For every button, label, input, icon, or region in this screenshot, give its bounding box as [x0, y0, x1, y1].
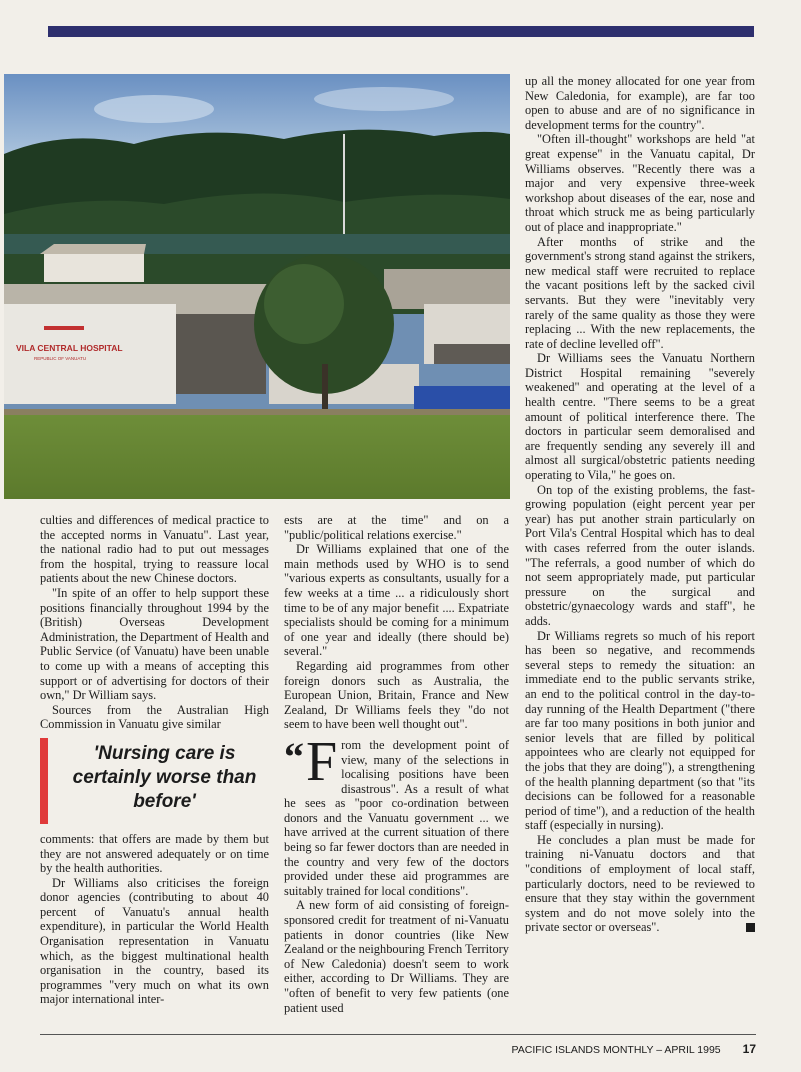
- pull-quote-text: 'Nursing care is certainly worse than before': [72, 742, 257, 812]
- dropcap-paragraph-text: rom the development point of view, many of the selections in localising positions have been disastrous". As a result of what he sees as "poor co-ordination between donors and the Vanuatu government ... we have arrived at the current situation of there being so far fewer doctors than are needed in the country and very few of the doctors provided under these aid programmes are suitably trained for local conditions".: [284, 737, 509, 898]
- article-column-1: [40, 513, 269, 1028]
- paragraph: After months of strike and the government's strong stand against the strikers, new medical staff were recruited to replace the vacant positions left by the sacked civil servants. But they were "inevitably very rarely of the same quality as those they were replacing ... With the new replacements, the rate of decline levelled off".: [525, 234, 755, 351]
- paragraph: ests are at the time" and on a "public/political relations exercise.": [284, 513, 509, 542]
- article-column-2: [284, 513, 509, 1028]
- hospital-sign-text: VILA CENTRAL HOSPITAL: [16, 343, 123, 353]
- paragraph: "Often ill-thought" workshops are held "at great expense" in the Vanuatu capital, Dr Williams observes. "Recently there was a major and very expensive three-week workshop about diseases of the ear, nose and throat which struck me as being particularly out of place and inappropriate.": [525, 132, 755, 234]
- dropcap-paragraph: [284, 730, 509, 899]
- article-column-3: [525, 74, 755, 1024]
- paragraph: culties and differences of medical practice to the accepted norms in Vanuatu". Last year, the national radio had to put out messages from the hospital, trying to reassure local patients about the new Chinese doctors.: [40, 513, 269, 586]
- paragraph: Dr Williams also criticises the foreign donor agencies (contributing to about 40 percent of Vanuatu's annual health expenditure), in particular the World Health Organisation representation in Vanuatu which, as the biggest multinational health organisation in the country, based its programmes "very much on what its own major international inter-: [40, 875, 269, 1007]
- paragraph: On top of the existing problems, the fast-growing population (eight percent year per year) has put another strain particularly on Port Vila's Central Hospital which has to deal with cases referred from the outer islands. "The referrals, a good number of which do not seem appropriately made, put particular pressure on the surgical and obstetric/gynaecology wards and staff", he adds.: [525, 482, 755, 628]
- paragraph: Sources from the Australian High Commission in Vanuatu give similar: [40, 702, 269, 732]
- paragraph: [525, 833, 755, 935]
- end-of-article-icon: [746, 923, 755, 932]
- paragraph: Dr Williams sees the Vanuatu Northern District Hospital remaining "severely weakened" and operating at the level of a health centre. "There seems to be a great amount of political interference there. The doctors in particular seem demoralised and are frequently sending any severely ill and almost all surgical/obstetric patients needing operating to Vila," he goes on.: [525, 351, 755, 483]
- paragraph: comments: that offers are made by them but they are not answered adequately or on time by the health authorities.: [40, 831, 269, 876]
- open-quote-mark: “: [284, 733, 304, 779]
- paragraph-text: He concludes a plan must be made for training ni-Vanuatu doctors and that "conditions of employment of local staff, particularly doctors, need to be reviewed to ensure that they stay within the government system and do not move solely into the private sector or overseas".: [525, 832, 755, 935]
- paragraph: Regarding aid programmes from other foreign donors such as Australia, the European Union, Britain, France and New Zealand, Dr Williams feels they "do not seem to have been well thought out".: [284, 658, 509, 732]
- footer-rule: [40, 1034, 756, 1035]
- paragraph: up all the money allocated for one year from New Caledonia, for example), are far too open to abuse and are of no significance in development terms for the country".: [525, 74, 755, 132]
- page-number: 17: [742, 1042, 756, 1056]
- hospital-photo: [4, 74, 510, 499]
- header-bar: [48, 26, 754, 37]
- pull-quote: [40, 738, 269, 824]
- paragraph: Dr Williams explained that one of the main methods used by WHO is to send "various experts as consultants, usually for a few weeks at a time ... a ridiculously short time to be of any major benefit .... Expatriate specialists should be coming for a minimum of one year and ideally (there should be) several.": [284, 542, 509, 659]
- page-footer: [460, 1042, 756, 1056]
- paragraph: "In spite of an offer to help support these positions financially throughout 1994 by the (British) Overseas Development Administration, the Department of Health and Public Service (of Vanuatu) have been unable to come up with a means of accepting this support or of advertising for doctors of their own," Dr William says.: [40, 585, 269, 703]
- paragraph: Dr Williams regrets so much of his report has been so negative, and recommends several steps to remedy the situation: an immediate end to the public servants strike, an end to the political control in the day-to-day running of the Health Department ("there are far too many positions in both junior and senior levels that are filled by political appointees who are clearly not equipped for the jobs that they are doing"), a strengthening of the health planning department (so that "its decisions can be followed for a reasonable period of time"), and a reduction of the health staff (especially in nursing).: [525, 628, 755, 833]
- publication-name: PACIFIC ISLANDS MONTHLY – APRIL 1995: [511, 1044, 721, 1056]
- hospital-sign-subtext: REPUBLIC OF VANUATU: [34, 356, 87, 361]
- drop-cap: F: [306, 730, 338, 793]
- paragraph: A new form of aid consisting of foreign-sponsored credit for treatment of ni-Vanuatu patients in donor countries (like New Zealand or the neighbouring French Territory of New Caledonia) doesn't seem to work either, according to Dr Williams. They are "often of benefit to very few patients (one patient used: [284, 898, 509, 1015]
